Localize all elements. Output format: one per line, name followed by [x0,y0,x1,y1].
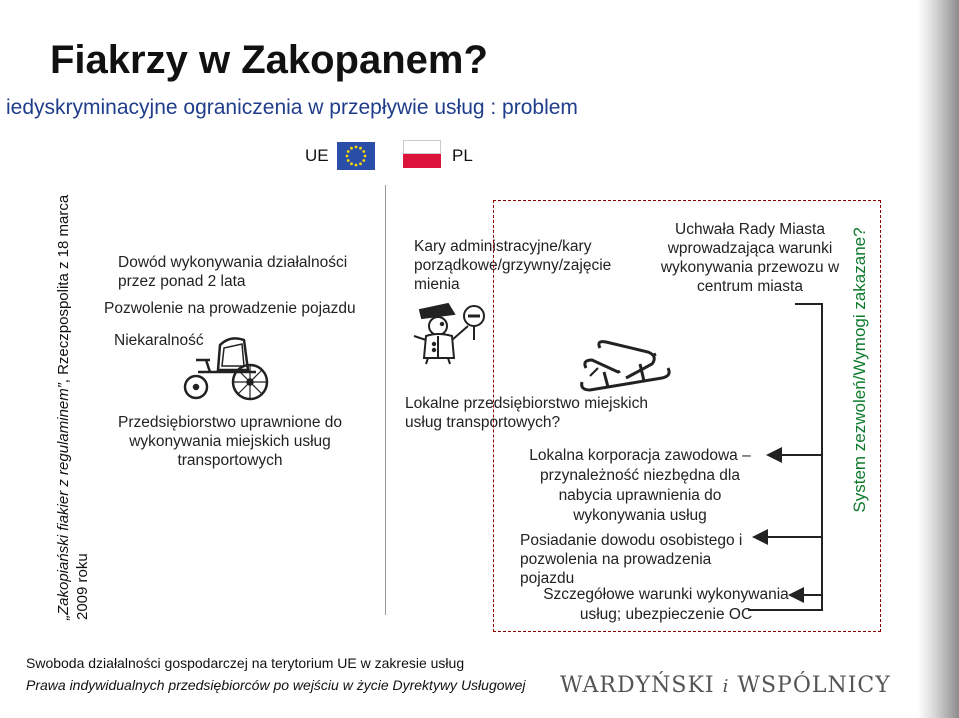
slide-subtitle: iedyskryminacyjne ograniczenia w przepływie usług : problem [6,96,578,119]
citation-article-title: „Zakopiański fiakier z regulaminem” [55,383,72,620]
firm-logo [560,673,891,698]
requirement-experience: Dowód wykonywania działalności przez ponad 2 lata [118,254,348,290]
requirement-licensed-company: Przedsiębiorstwo uprawnione do wykonywania miejskich usług transportowych [117,414,343,469]
local-enterprise-question: Lokalne przedsiębiorstwo miejskich usług transportowych? [405,395,648,431]
source-citation [54,190,92,620]
pl-flag-icon [403,140,441,168]
professional-corporation: Lokalna korporacja zawodowa – przynależność niezbędna dla nabycia uprawnienia do wykonywania usług [529,447,751,524]
policeman-icon [408,296,490,371]
regulation-arrows [740,300,830,630]
penalties-text: Kary administracyjne/kary porządkowe/grzywny/zajęcie mienia [414,238,612,293]
ue-label: UE [305,146,329,165]
footer-topic: Swoboda działalności gospodarczej na terytorium UE w zakresie usług [26,655,465,671]
logo-part1: WARDYŃSKI [560,673,715,698]
requirement-driving-license: Pozwolenie na prowadzenie pojazdu [104,300,356,317]
citation-date: 2009 roku [74,553,91,620]
right-gradient-bar [918,0,959,718]
requirement-clean-record: Niekaralność [114,332,204,349]
slide-title: Fiakrzy w Zakopanem? [50,38,488,82]
carriage-icon [178,330,273,410]
footer-subtopic: Prawa indywidualnych przedsiębiorców po wejściu w życie Dyrektywy Usługowej [26,677,526,693]
logo-part2: i [722,676,730,697]
permit-system-question: System zezwoleń/Wymogi zakazane? [850,227,869,513]
id-and-license-requirement: Posiadanie dowodu osobistego i pozwolenia na prowadzenia pojazdu [520,532,743,587]
pl-label: PL [452,146,473,165]
citation-source: , Rzeczpospolita z 18 marca [55,194,72,384]
city-council-resolution: Uchwała Rady Miasta wprowadzająca warunki wykonywania przewozu w centrum miasta [660,221,840,295]
logo-part3: WSPÓLNICY [737,673,891,698]
detailed-conditions: Szczegółowe warunki wykonywania usług; ubezpieczenie OC [543,586,789,623]
column-divider [385,185,386,615]
eu-flag-icon [337,142,375,175]
